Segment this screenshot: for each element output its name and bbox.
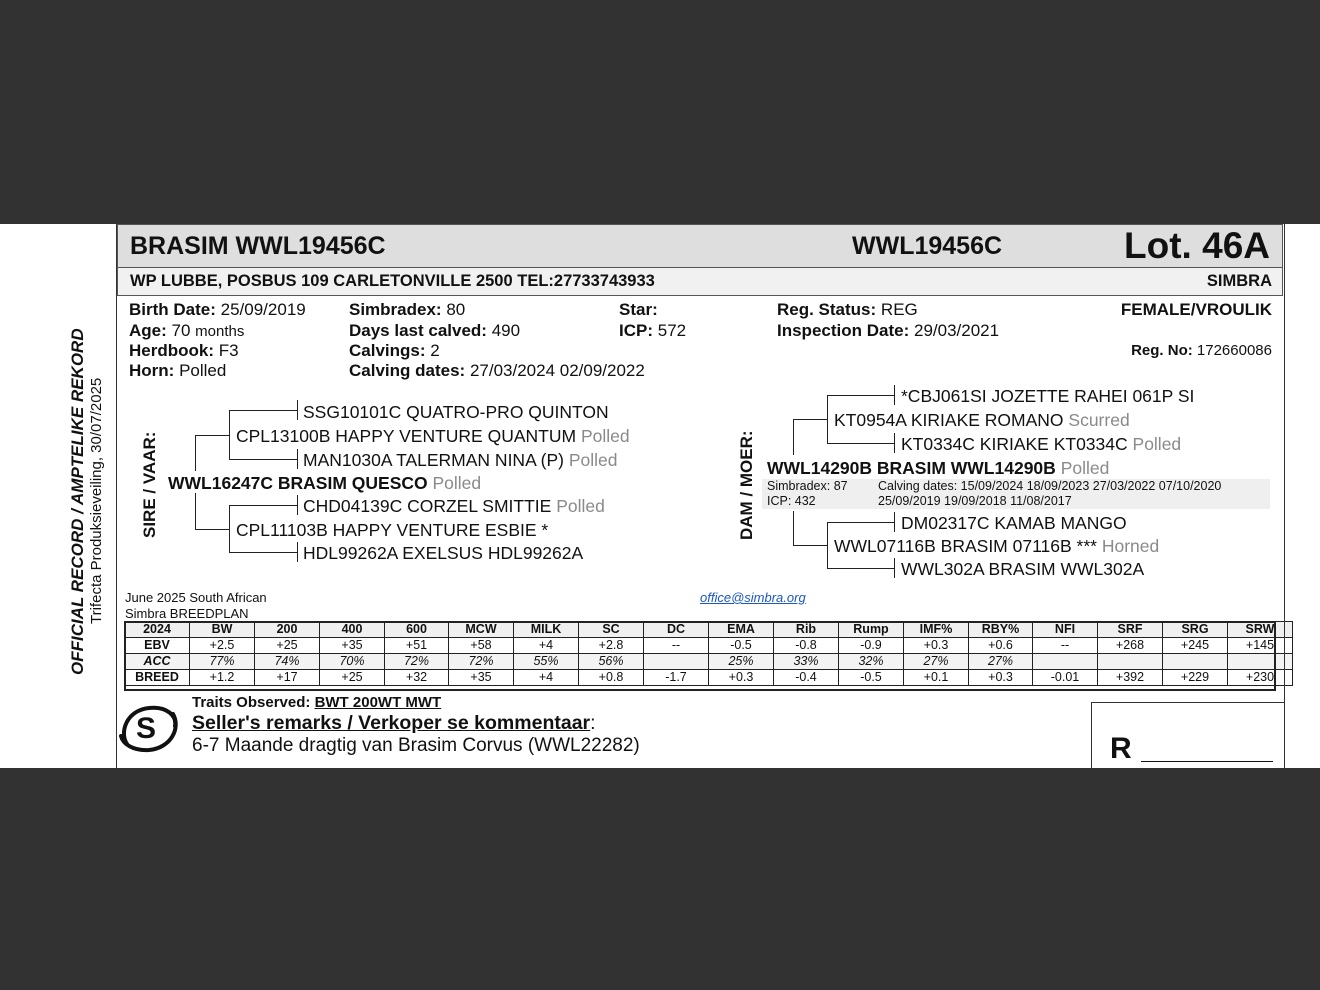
row-label: EBV <box>125 638 190 654</box>
table-cell: 72% <box>449 654 514 670</box>
table-cell: BW <box>190 622 255 638</box>
calvings: Calvings: 2 <box>349 341 440 360</box>
side-caption-sub <box>88 378 105 624</box>
table-cell: SC <box>579 622 644 638</box>
dam-dam-dam: WWL302A BRASIM WWL302A <box>901 559 1145 579</box>
inspection-date: Inspection Date: 29/03/2021 <box>777 321 1000 340</box>
table-cell: SRF <box>1098 622 1163 638</box>
seller-remarks-text: 6-7 Maande dragtig van Brasim Corvus (WWL22282) <box>192 735 640 756</box>
table-cell: Rump <box>839 622 904 638</box>
table-cell: +25 <box>255 638 320 654</box>
table-cell: +4 <box>514 670 579 686</box>
table-cell: 400 <box>320 622 385 638</box>
simbradex: Simbradex: 80 <box>349 300 466 319</box>
sire-dam-dam: HDL99262A EXELSUS HDL99262A <box>303 543 584 563</box>
dam-label: DAM / MOER: <box>737 430 756 540</box>
table-cell <box>644 654 709 670</box>
table-cell: -0.9 <box>839 638 904 654</box>
table-cell: -0.8 <box>774 638 839 654</box>
s-logo-icon <box>119 702 181 756</box>
sire-sire-dam: MAN1030A TALERMAN NINA (P) Polled <box>303 450 618 470</box>
table-cell: +17 <box>255 670 320 686</box>
table-cell: +0.3 <box>969 670 1033 686</box>
table-cell: DC <box>644 622 709 638</box>
table-cell: 77% <box>190 654 255 670</box>
table-cell: +230 <box>1228 670 1293 686</box>
sire-dam-sire: CHD04139C CORZEL SMITTIE Polled <box>303 496 605 516</box>
table-cell: 600 <box>385 622 449 638</box>
row-label: 2024 <box>125 622 190 638</box>
sire-label: SIRE / VAAR: <box>140 431 159 538</box>
table-cell: +1.2 <box>190 670 255 686</box>
owner-details: WP LUBBE, POSBUS 109 CARLETONVILLE 2500 TEL:27733743933 <box>130 272 655 290</box>
table-row <box>125 654 1293 670</box>
table-cell: +268 <box>1098 638 1163 654</box>
sire-name: WWL16247C BRASIM QUESCO Polled <box>168 473 482 493</box>
reg-no: Reg. No: 172660086 <box>1131 342 1272 359</box>
table-cell: +0.6 <box>969 638 1033 654</box>
table-cell: 74% <box>255 654 320 670</box>
days-last-calved: Days last calved: 490 <box>349 321 521 340</box>
table-cell: +2.8 <box>579 638 644 654</box>
table-cell: +145 <box>1228 638 1293 654</box>
traits-observed: Traits Observed: BWT 200WT MWT <box>192 694 442 711</box>
table-cell: +25 <box>320 670 385 686</box>
ebv-table <box>124 621 1293 686</box>
seller-remarks-title: Seller's remarks / Verkoper se kommentaar: <box>192 712 596 734</box>
row-label: BREED <box>125 670 190 686</box>
dam-dam-sire: DM02317C KAMAB MANGO <box>901 513 1127 533</box>
table-cell: +35 <box>449 670 514 686</box>
table-cell: +0.1 <box>904 670 969 686</box>
row-label: ACC <box>125 654 190 670</box>
table-cell: 27% <box>904 654 969 670</box>
table-cell: +229 <box>1163 670 1228 686</box>
auction-label: Trifecta Produksieveiling, 30/07/2025 <box>88 377 105 624</box>
table-cell: +392 <box>1098 670 1163 686</box>
table-cell: 56% <box>579 654 644 670</box>
table-cell: RBY% <box>969 622 1033 638</box>
sex-label: FEMALE/VROULIK <box>1120 300 1272 319</box>
animal-name: BRASIM WWL19456C <box>130 232 386 260</box>
seller-logo <box>119 702 181 756</box>
table-cell: Rib <box>774 622 839 638</box>
table-cell: IMF% <box>904 622 969 638</box>
table-cell: +58 <box>449 638 514 654</box>
table-cell: +4 <box>514 638 579 654</box>
table-cell: 55% <box>514 654 579 670</box>
dam-sire: KT0954A KIRIAKE ROMANO Scurred <box>834 410 1130 430</box>
dam-sire-sire: *CBJ061SI JOZETTE RAHEI 061P SI <box>901 386 1195 406</box>
table-cell: +2.5 <box>190 638 255 654</box>
official-record-label: OFFICIAL RECORD / AMPTELIKE REKORD <box>68 328 87 675</box>
table-cell: 70% <box>320 654 385 670</box>
table-cell <box>1228 654 1293 670</box>
table-cell: 25% <box>709 654 774 670</box>
dam-dam: WWL07116B BRASIM 07116B *** Horned <box>834 536 1160 556</box>
dam-simbradex: Simbradex: 87 <box>767 479 848 493</box>
table-cell: +32 <box>385 670 449 686</box>
lot-number: Lot. 46A <box>1124 225 1270 266</box>
r-label: R <box>1110 732 1132 765</box>
header-bar <box>117 224 1283 268</box>
table-cell: 27% <box>969 654 1033 670</box>
lot-card <box>0 224 1320 768</box>
table-cell: 72% <box>385 654 449 670</box>
star: Star: <box>619 300 658 319</box>
table-header-row <box>125 622 1293 638</box>
horn-status: Horn: Polled <box>129 361 227 380</box>
icp: ICP: 572 <box>619 321 687 340</box>
breedplan-line1: June 2025 South African <box>125 590 267 605</box>
birth-date: Birth Date: 25/09/2019 <box>129 300 306 319</box>
table-cell: EMA <box>709 622 774 638</box>
table-cell: -- <box>644 638 709 654</box>
table-cell: +35 <box>320 638 385 654</box>
table-cell: SRG <box>1163 622 1228 638</box>
animal-id: WWL19456C <box>852 232 1003 260</box>
table-cell: -0.5 <box>709 638 774 654</box>
email-link[interactable]: office@simbra.org <box>700 590 806 605</box>
table-cell: +245 <box>1163 638 1228 654</box>
svg-text:S: S <box>136 712 157 745</box>
bid-line[interactable] <box>1141 761 1273 762</box>
dam-icp: ICP: 432 <box>767 494 816 508</box>
table-cell: +0.3 <box>904 638 969 654</box>
table-cell: +0.8 <box>579 670 644 686</box>
table-cell: -0.4 <box>774 670 839 686</box>
table-row <box>125 670 1293 686</box>
dam-calving-dates-2: 25/09/2019 19/09/2018 11/08/2017 <box>878 494 1072 508</box>
table-cell: MCW <box>449 622 514 638</box>
breedplan-line2: Simbra BREEDPLAN <box>125 606 249 621</box>
table-cell: +51 <box>385 638 449 654</box>
table-cell <box>1033 654 1098 670</box>
table-cell <box>1163 654 1228 670</box>
bid-box <box>1091 702 1285 768</box>
dam-sire-dam: KT0334C KIRIAKE KT0334C Polled <box>901 434 1182 454</box>
table-cell: NFI <box>1033 622 1098 638</box>
table-row <box>125 638 1293 654</box>
table-cell: -1.7 <box>644 670 709 686</box>
table-cell: -- <box>1033 638 1098 654</box>
table-cell: +0.3 <box>709 670 774 686</box>
sire-sire-sire: SSG10101C QUATRO-PRO QUINTON <box>303 402 609 422</box>
side-caption <box>68 328 88 675</box>
age: Age: 70 months <box>129 321 245 340</box>
table-cell: 200 <box>255 622 320 638</box>
table-cell <box>1098 654 1163 670</box>
dam-calving-dates: Calving dates: 15/09/2024 18/09/2023 27/03/2022 07/10/2020 <box>878 479 1222 493</box>
table-cell: -0.01 <box>1033 670 1098 686</box>
breed-label: SIMBRA <box>1206 272 1272 290</box>
table-cell: SRW <box>1228 622 1293 638</box>
owner-bar <box>117 268 1283 296</box>
table-cell: 33% <box>774 654 839 670</box>
table-cell: 32% <box>839 654 904 670</box>
reg-status: Reg. Status: REG <box>777 300 918 319</box>
calving-dates: Calving dates: 27/03/2024 02/09/2022 <box>349 361 645 380</box>
sire-dam: CPL11103B HAPPY VENTURE ESBIE * <box>236 520 549 540</box>
table-cell: MILK <box>514 622 579 638</box>
herdbook: Herdbook: F3 <box>129 341 239 360</box>
sire-sire: CPL13100B HAPPY VENTURE QUANTUM Polled <box>236 426 630 446</box>
table-cell: -0.5 <box>839 670 904 686</box>
dam-name: WWL14290B BRASIM WWL14290B Polled <box>767 458 1110 478</box>
